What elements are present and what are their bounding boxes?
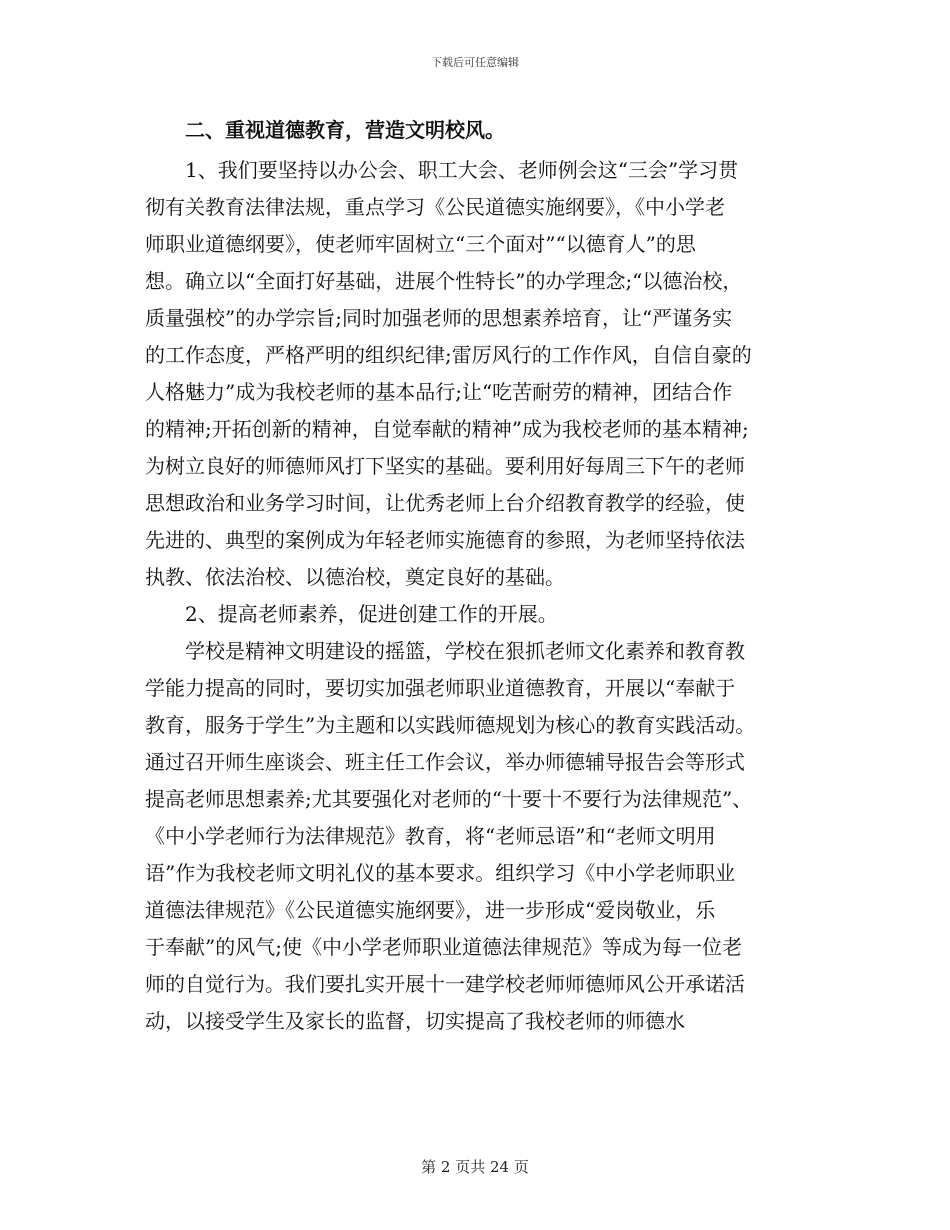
paragraph-2 xyxy=(145,596,825,633)
text-line: 思想政治和业务学习时间，让优秀老师上台介绍教育教学的经验，使 xyxy=(145,491,745,515)
text-line: 《中小学老师行为法律规范》教育，将“老师忌语”和“老师文明用 xyxy=(145,824,716,848)
text-line: 1、我们要坚持以办公会、职工大会、老师例会这“三会”学习贯 xyxy=(185,158,739,182)
text-line: 师的自觉行为。我们要扎实开展十一建学校老师师德师风公开承诺活 xyxy=(145,972,745,996)
text-line: 先进的、典型的案例成为年轻老师实施德育的参照，为老师坚持依法 xyxy=(145,528,745,552)
paragraph-1 xyxy=(145,152,825,596)
text-line: 道德法律规范》《公民道德实施纲要》，进一步形成“爱岗敬业，乐 xyxy=(145,898,716,922)
text-line: 想。确立以“全面打好基础，进展个性特长”的办学理念;“以德治校， xyxy=(145,269,743,293)
text-line: 质量强校”的办学宗旨;同时加强老师的思想素养培育，让“严谨务实 xyxy=(145,306,733,330)
text-line: 人格魅力”成为我校老师的基本品行;让“吃苦耐劳的精神，团结合作 xyxy=(145,380,733,404)
text-line: 为树立良好的师德师风打下坚实的基础。要利用好每周三下午的老师 xyxy=(145,454,745,478)
text-line: 师职业道德纲要》，使老师牢固树立“三个面对”“以德育人”的思 xyxy=(145,232,696,256)
text-line: 执教、依法治校、以德治校，奠定良好的基础。 xyxy=(145,565,565,589)
text-line: 动，以接受学生及家长的监督，切实提高了我校老师的师德水 xyxy=(145,1009,685,1033)
paragraph-3 xyxy=(145,633,825,1040)
text-line: 教育，服务于学生”为主题和以实践师德规划为核心的教育实践活动。 xyxy=(145,713,756,737)
text-line: 的精神;开拓创新的精神，自觉奉献的精神”成为我校老师的基本精神; xyxy=(145,417,749,441)
text-line: 学能力提高的同时，要切实加强老师职业道德教育，开展以“奉献于 xyxy=(145,676,736,700)
text-line: 语”作为我校老师文明礼仪的基本要求。组织学习《中小学老师职业 xyxy=(145,861,736,885)
text-line: 2、提高老师素养，促进创建工作的开展。 xyxy=(185,602,558,626)
document-body xyxy=(145,110,825,1040)
text-line: 提高老师思想素养;尤其要强化对老师的“十要十不要行为法律规范”、 xyxy=(145,787,753,811)
page-number: 第 2 页共 24 页 xyxy=(421,1158,529,1176)
text-line: 的工作态度，严格严明的组织纪律;雷厉风行的工作作风，自信自豪的 xyxy=(145,343,752,367)
text-line: 通过召开师生座谈会、班主任工作会议，举办师德辅导报告会等形式 xyxy=(145,750,745,774)
page-header-note: 下载后可任意编辑 xyxy=(431,56,519,69)
text-line: 于奉献”的风气;使《中小学老师职业道德法律规范》等成为每一位老 xyxy=(145,935,742,959)
text-line: 学校是精神文明建设的摇篮，学校在狠抓老师文化素养和教育教 xyxy=(185,639,745,663)
text-line: 彻有关教育法律法规，重点学习《公民道德实施纲要》，《中小学老 xyxy=(145,195,725,219)
section-heading: 二、重视道德教育，营造文明校风。 xyxy=(185,118,505,142)
